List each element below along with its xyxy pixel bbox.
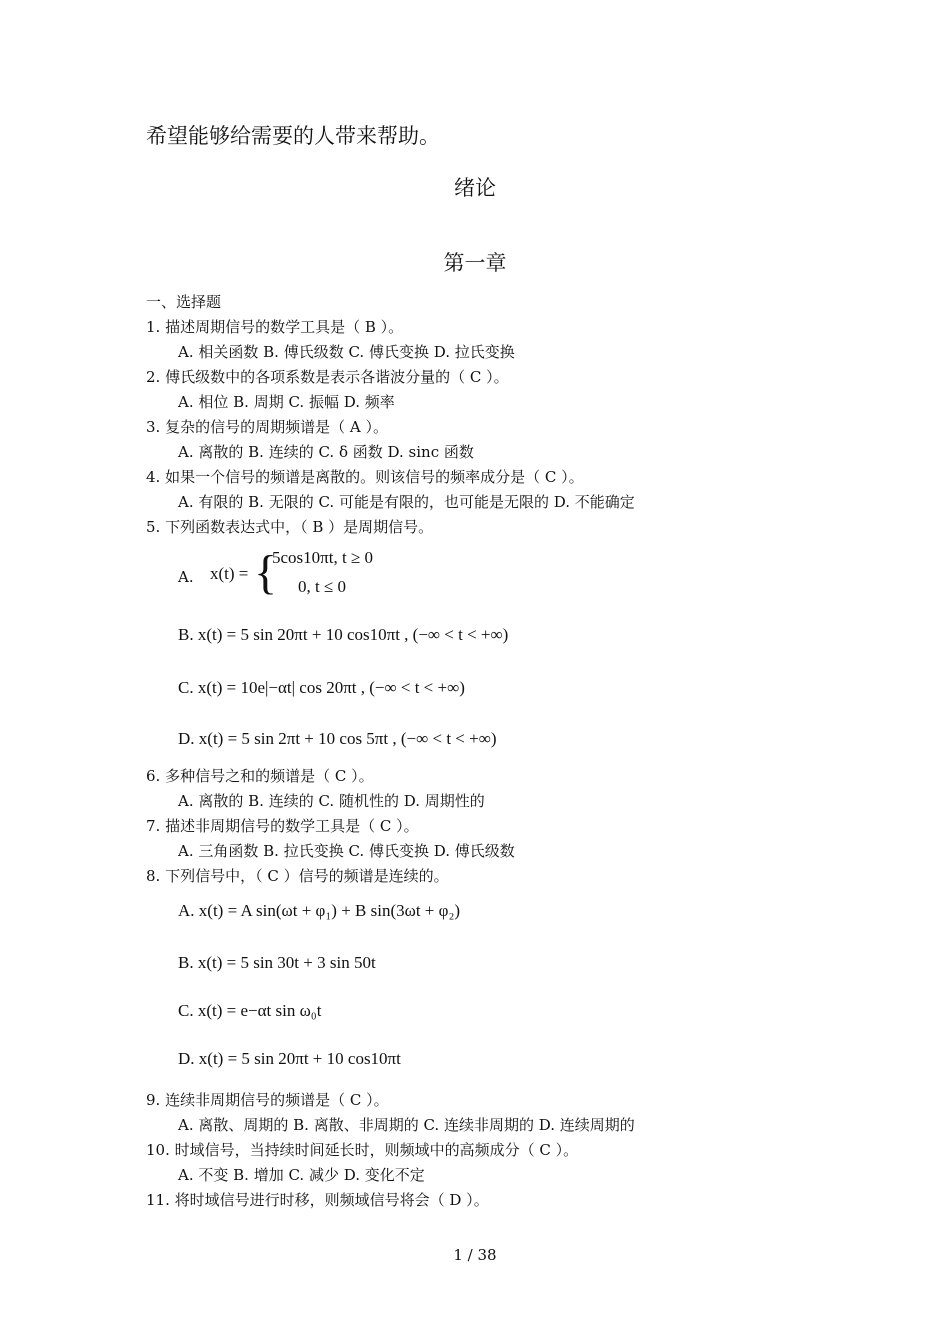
question-3-options: A. 离散的 B. 连续的 C. δ 函数 D. sinc 函数	[178, 443, 474, 461]
question-2-options: A. 相位 B. 周期 C. 振幅 D. 频率	[178, 393, 395, 411]
q8-option-b: B. x(t) = 5 sin 30t + 3 sin 50t	[178, 953, 376, 972]
question-7-options: A. 三角函数 B. 拉氏变换 C. 傅氏变换 D. 傅氏级数	[178, 842, 515, 860]
question-5: 5. 下列函数表达式中，（ B ）是周期信号。	[146, 518, 434, 536]
question-8: 8. 下列信号中，（ C ）信号的频谱是连续的。	[146, 867, 449, 885]
question-11: 11. 将时域信号进行时移，则频域信号将会（ D ）。	[146, 1191, 489, 1209]
q5-option-a-lhs: x(t) =	[210, 564, 249, 583]
q8-option-a: A. x(t) = A sin(ωt + φ₁) + B sin(3ωt + φ₂)	[178, 901, 461, 920]
q5-option-d: D. x(t) = 5 sin 2πt + 10 cos 5πt , (−∞ < t < +∞)	[178, 729, 497, 748]
q5-option-a-case2: 0, t ≤ 0	[298, 577, 347, 596]
heading-chapter-1: 第一章	[443, 251, 507, 275]
question-4-options: A. 有限的 B. 无限的 C. 可能是有限的，也可能是无限的 D. 不能确定	[178, 493, 635, 511]
question-1-options: A. 相关函数 B. 傅氏级数 C. 傅氏变换 D. 拉氏变换	[178, 343, 515, 361]
q5-option-b: B. x(t) = 5 sin 20πt + 10 cos10πt , (−∞ < t < +∞)	[178, 625, 509, 644]
q5-option-a-case1: 5cos10πt, t ≥ 0	[272, 548, 374, 567]
question-9-options: A. 离散、周期的 B. 离散、非周期的 C. 连续非周期的 D. 连续周期的	[178, 1116, 635, 1134]
q5-option-c: C. x(t) = 10e|−αt| cos 20πt , (−∞ < t < +∞)	[178, 678, 465, 697]
question-6-options: A. 离散的 B. 连续的 C. 随机性的 D. 周期性的	[178, 792, 485, 810]
page-number: 1 / 38	[453, 1246, 497, 1264]
heading-intro: 绪论	[454, 176, 496, 200]
question-7: 7. 描述非周期信号的数学工具是（ C ）。	[146, 817, 419, 835]
question-1: 1. 描述周期信号的数学工具是（ B ）。	[146, 318, 404, 336]
question-2: 2. 傅氏级数中的各项系数是表示各谐波分量的（ C ）。	[146, 368, 509, 386]
section-title: 一、选择题	[146, 293, 222, 311]
question-4: 4. 如果一个信号的频谱是离散的。则该信号的频率成分是（ C ）。	[146, 468, 584, 486]
question-3: 3. 复杂的信号的周期频谱是（ A ）。	[146, 418, 388, 436]
question-10-options: A. 不变 B. 增加 C. 减少 D. 变化不定	[178, 1166, 425, 1184]
question-9: 9. 连续非周期信号的频谱是（ C ）。	[146, 1091, 389, 1109]
q8-option-c: C. x(t) = e−αt sin ω₀t	[178, 1001, 322, 1020]
question-10: 10. 时域信号，当持续时间延长时，则频域中的高频成分（ C ）。	[146, 1141, 579, 1159]
q5-option-a-label: A.	[178, 568, 194, 586]
intro-text: 希望能够给需要的人带来帮助。	[146, 124, 440, 148]
q5-brace: {	[254, 546, 278, 599]
question-6: 6. 多种信号之和的频谱是（ C ）。	[146, 767, 374, 785]
q8-option-d: D. x(t) = 5 sin 20πt + 10 cos10πt	[178, 1049, 401, 1068]
